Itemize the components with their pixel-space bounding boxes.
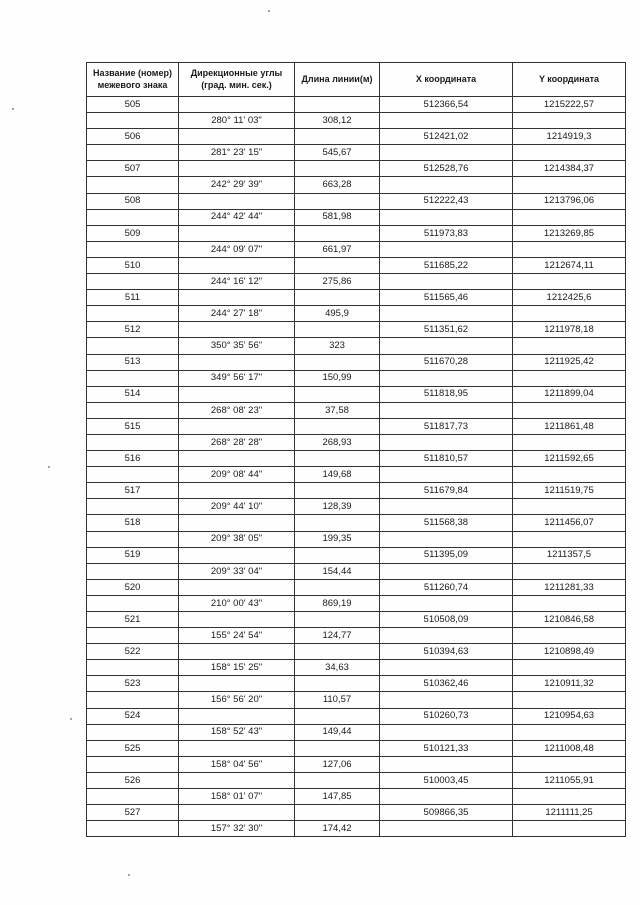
line-length-cell: 308,12 (295, 113, 380, 129)
point-row (87, 161, 626, 177)
empty-cell (87, 274, 179, 290)
line-length-cell: 124,77 (295, 628, 380, 644)
header-point-name: Название (номер) межевого знака (87, 63, 179, 97)
line-length-cell: 199,35 (295, 531, 380, 547)
y-coordinate-cell: 1215222,57 (513, 97, 626, 113)
point-name-cell: 511 (87, 290, 179, 306)
point-row (87, 193, 626, 209)
empty-cell (295, 547, 380, 563)
point-row (87, 386, 626, 402)
empty-cell (380, 692, 513, 708)
empty-cell (179, 257, 295, 273)
segment-row (87, 660, 626, 676)
point-row (87, 772, 626, 788)
empty-cell (179, 290, 295, 306)
line-length-cell: 149,44 (295, 724, 380, 740)
empty-cell (179, 547, 295, 563)
y-coordinate-cell: 1214919,3 (513, 129, 626, 145)
empty-cell (295, 97, 380, 113)
empty-cell (513, 306, 626, 322)
x-coordinate-cell: 510362,46 (380, 676, 513, 692)
y-coordinate-cell: 1211281,33 (513, 579, 626, 595)
empty-cell (179, 225, 295, 241)
x-coordinate-cell: 512366,54 (380, 97, 513, 113)
point-name-cell: 526 (87, 772, 179, 788)
empty-cell (179, 193, 295, 209)
empty-cell (179, 805, 295, 821)
empty-cell (87, 756, 179, 772)
segment-row (87, 628, 626, 644)
table-body (87, 97, 626, 837)
y-coordinate-cell: 1213796,06 (513, 193, 626, 209)
empty-cell (380, 177, 513, 193)
empty-cell (87, 660, 179, 676)
x-coordinate-cell: 512222,43 (380, 193, 513, 209)
y-coordinate-cell: 1211519,75 (513, 483, 626, 499)
empty-cell (87, 563, 179, 579)
y-coordinate-cell: 1211008,48 (513, 740, 626, 756)
segment-row (87, 724, 626, 740)
point-name-cell: 507 (87, 161, 179, 177)
empty-cell (380, 434, 513, 450)
table-header-row (87, 63, 626, 97)
direction-angle-cell: 156° 56' 20" (179, 692, 295, 708)
empty-cell (380, 113, 513, 129)
line-length-cell: 154,44 (295, 563, 380, 579)
direction-angle-cell: 244° 42' 44" (179, 209, 295, 225)
line-length-cell: 869,19 (295, 595, 380, 611)
direction-angle-cell: 157° 32' 30" (179, 821, 295, 837)
empty-cell (513, 595, 626, 611)
segment-row (87, 113, 626, 129)
y-coordinate-cell: 1210846,58 (513, 612, 626, 628)
empty-cell (295, 354, 380, 370)
line-length-cell: 663,28 (295, 177, 380, 193)
segment-row (87, 531, 626, 547)
point-name-cell: 520 (87, 579, 179, 595)
x-coordinate-cell: 511817,73 (380, 418, 513, 434)
point-name-cell: 512 (87, 322, 179, 338)
direction-angle-cell: 244° 16' 12" (179, 274, 295, 290)
x-coordinate-cell: 509866,35 (380, 805, 513, 821)
x-coordinate-cell: 510003,45 (380, 772, 513, 788)
empty-cell (513, 434, 626, 450)
empty-cell (179, 772, 295, 788)
y-coordinate-cell: 1210954,63 (513, 708, 626, 724)
x-coordinate-cell: 510508,09 (380, 612, 513, 628)
point-name-cell: 522 (87, 644, 179, 660)
point-name-cell: 517 (87, 483, 179, 499)
segment-row (87, 145, 626, 161)
direction-angle-cell: 158° 04' 56" (179, 756, 295, 772)
empty-cell (295, 225, 380, 241)
point-row (87, 97, 626, 113)
empty-cell (179, 740, 295, 756)
y-coordinate-cell: 1211111,25 (513, 805, 626, 821)
empty-cell (380, 789, 513, 805)
scan-speck (268, 10, 270, 12)
point-name-cell: 513 (87, 354, 179, 370)
line-length-cell: 150,99 (295, 370, 380, 386)
segment-row (87, 563, 626, 579)
direction-angle-cell: 158° 52' 43" (179, 724, 295, 740)
point-row (87, 644, 626, 660)
empty-cell (380, 209, 513, 225)
point-name-cell: 510 (87, 257, 179, 273)
empty-cell (380, 660, 513, 676)
point-row (87, 805, 626, 821)
segment-row (87, 499, 626, 515)
empty-cell (513, 563, 626, 579)
empty-cell (87, 724, 179, 740)
y-coordinate-cell: 1210911,32 (513, 676, 626, 692)
empty-cell (380, 499, 513, 515)
x-coordinate-cell: 511679,84 (380, 483, 513, 499)
y-coordinate-cell: 1211899,04 (513, 386, 626, 402)
point-row (87, 290, 626, 306)
header-x-coordinate: X координата (380, 63, 513, 97)
empty-cell (513, 821, 626, 837)
point-row (87, 451, 626, 467)
segment-row (87, 241, 626, 257)
empty-cell (380, 241, 513, 257)
empty-cell (87, 499, 179, 515)
empty-cell (295, 579, 380, 595)
line-length-cell: 174,42 (295, 821, 380, 837)
empty-cell (295, 676, 380, 692)
y-coordinate-cell: 1212425,6 (513, 290, 626, 306)
empty-cell (295, 257, 380, 273)
empty-cell (179, 451, 295, 467)
line-length-cell: 545,67 (295, 145, 380, 161)
y-coordinate-cell: 1214384,37 (513, 161, 626, 177)
empty-cell (179, 515, 295, 531)
segment-row (87, 434, 626, 450)
x-coordinate-cell: 510260,73 (380, 708, 513, 724)
segment-row (87, 402, 626, 418)
point-row (87, 547, 626, 563)
point-row (87, 740, 626, 756)
x-coordinate-cell: 511568,38 (380, 515, 513, 531)
segment-row (87, 177, 626, 193)
empty-cell (513, 531, 626, 547)
empty-cell (380, 628, 513, 644)
empty-cell (179, 579, 295, 595)
header-direction-angle: Дирекционные углы (град. мин. сек.) (179, 63, 295, 97)
line-length-cell: 127,06 (295, 756, 380, 772)
y-coordinate-cell: 1212674,11 (513, 257, 626, 273)
x-coordinate-cell: 511565,46 (380, 290, 513, 306)
empty-cell (513, 692, 626, 708)
empty-cell (380, 724, 513, 740)
empty-cell (513, 209, 626, 225)
empty-cell (295, 451, 380, 467)
direction-angle-cell: 280° 11' 03" (179, 113, 295, 129)
line-length-cell: 149,68 (295, 467, 380, 483)
empty-cell (380, 306, 513, 322)
empty-cell (513, 499, 626, 515)
line-length-cell: 37,58 (295, 402, 380, 418)
empty-cell (295, 483, 380, 499)
y-coordinate-cell: 1211592,65 (513, 451, 626, 467)
empty-cell (179, 418, 295, 434)
empty-cell (380, 370, 513, 386)
x-coordinate-cell: 511395,09 (380, 547, 513, 563)
y-coordinate-cell: 1211055,91 (513, 772, 626, 788)
point-name-cell: 514 (87, 386, 179, 402)
empty-cell (513, 402, 626, 418)
point-name-cell: 506 (87, 129, 179, 145)
segment-row (87, 789, 626, 805)
empty-cell (295, 418, 380, 434)
empty-cell (179, 129, 295, 145)
point-name-cell: 525 (87, 740, 179, 756)
point-row (87, 354, 626, 370)
empty-cell (87, 467, 179, 483)
y-coordinate-cell: 1211978,18 (513, 322, 626, 338)
empty-cell (87, 402, 179, 418)
x-coordinate-cell: 510394,63 (380, 644, 513, 660)
empty-cell (87, 370, 179, 386)
line-length-cell: 275,86 (295, 274, 380, 290)
empty-cell (87, 177, 179, 193)
empty-cell (179, 644, 295, 660)
empty-cell (87, 241, 179, 257)
empty-cell (295, 290, 380, 306)
empty-cell (513, 274, 626, 290)
empty-cell (179, 386, 295, 402)
y-coordinate-cell: 1211357,5 (513, 547, 626, 563)
empty-cell (179, 161, 295, 177)
point-name-cell: 527 (87, 805, 179, 821)
empty-cell (513, 628, 626, 644)
empty-cell (295, 644, 380, 660)
point-name-cell: 516 (87, 451, 179, 467)
point-name-cell: 505 (87, 97, 179, 113)
x-coordinate-cell: 511670,28 (380, 354, 513, 370)
direction-angle-cell: 268° 28' 28" (179, 434, 295, 450)
empty-cell (295, 772, 380, 788)
empty-cell (87, 145, 179, 161)
point-row (87, 225, 626, 241)
empty-cell (295, 515, 380, 531)
scan-speck (128, 874, 130, 876)
point-row (87, 322, 626, 338)
point-row (87, 579, 626, 595)
empty-cell (295, 805, 380, 821)
x-coordinate-cell: 511810,57 (380, 451, 513, 467)
empty-cell (380, 595, 513, 611)
line-length-cell: 128,39 (295, 499, 380, 515)
header-y-coordinate: Y координата (513, 63, 626, 97)
empty-cell (513, 145, 626, 161)
x-coordinate-cell: 510121,33 (380, 740, 513, 756)
segment-row (87, 595, 626, 611)
empty-cell (380, 756, 513, 772)
empty-cell (87, 306, 179, 322)
direction-angle-cell: 244° 09' 07" (179, 241, 295, 257)
empty-cell (87, 821, 179, 837)
point-row (87, 257, 626, 273)
line-length-cell: 581,98 (295, 209, 380, 225)
empty-cell (179, 612, 295, 628)
empty-cell (87, 113, 179, 129)
direction-angle-cell: 158° 15' 25" (179, 660, 295, 676)
empty-cell (513, 660, 626, 676)
line-length-cell: 147,85 (295, 789, 380, 805)
segment-row (87, 370, 626, 386)
direction-angle-cell: 244° 27' 18" (179, 306, 295, 322)
point-name-cell: 518 (87, 515, 179, 531)
empty-cell (380, 467, 513, 483)
empty-cell (380, 145, 513, 161)
empty-cell (179, 708, 295, 724)
empty-cell (380, 531, 513, 547)
header-line-length: Длина линии(м) (295, 63, 380, 97)
direction-angle-cell: 281° 23' 15" (179, 145, 295, 161)
y-coordinate-cell: 1211925,42 (513, 354, 626, 370)
line-length-cell: 110,57 (295, 692, 380, 708)
point-name-cell: 509 (87, 225, 179, 241)
coordinates-table (86, 62, 626, 837)
y-coordinate-cell: 1213269,85 (513, 225, 626, 241)
direction-angle-cell: 268° 08' 23" (179, 402, 295, 418)
point-name-cell: 515 (87, 418, 179, 434)
y-coordinate-cell: 1210898,49 (513, 644, 626, 660)
point-row (87, 418, 626, 434)
empty-cell (380, 563, 513, 579)
empty-cell (179, 322, 295, 338)
empty-cell (380, 402, 513, 418)
empty-cell (295, 193, 380, 209)
x-coordinate-cell: 512528,76 (380, 161, 513, 177)
direction-angle-cell: 210° 00' 43" (179, 595, 295, 611)
empty-cell (87, 692, 179, 708)
direction-angle-cell: 158° 01' 07" (179, 789, 295, 805)
segment-row (87, 209, 626, 225)
line-length-cell: 495,9 (295, 306, 380, 322)
empty-cell (295, 129, 380, 145)
empty-cell (295, 612, 380, 628)
direction-angle-cell: 209° 44' 10" (179, 499, 295, 515)
direction-angle-cell: 242° 29' 39" (179, 177, 295, 193)
empty-cell (380, 821, 513, 837)
empty-cell (87, 628, 179, 644)
segment-row (87, 756, 626, 772)
empty-cell (87, 595, 179, 611)
empty-cell (295, 740, 380, 756)
empty-cell (513, 756, 626, 772)
empty-cell (513, 467, 626, 483)
line-length-cell: 268,93 (295, 434, 380, 450)
line-length-cell: 661,97 (295, 241, 380, 257)
point-row (87, 676, 626, 692)
empty-cell (295, 322, 380, 338)
empty-cell (513, 338, 626, 354)
empty-cell (179, 354, 295, 370)
point-name-cell: 519 (87, 547, 179, 563)
point-name-cell: 508 (87, 193, 179, 209)
segment-row (87, 692, 626, 708)
empty-cell (87, 434, 179, 450)
empty-cell (295, 386, 380, 402)
direction-angle-cell: 350° 35' 56" (179, 338, 295, 354)
point-name-cell: 524 (87, 708, 179, 724)
empty-cell (513, 241, 626, 257)
segment-row (87, 821, 626, 837)
direction-angle-cell: 349° 56' 17" (179, 370, 295, 386)
empty-cell (380, 338, 513, 354)
empty-cell (295, 708, 380, 724)
empty-cell (87, 531, 179, 547)
x-coordinate-cell: 511351,62 (380, 322, 513, 338)
empty-cell (87, 209, 179, 225)
segment-row (87, 306, 626, 322)
empty-cell (295, 161, 380, 177)
x-coordinate-cell: 512421,02 (380, 129, 513, 145)
point-row (87, 483, 626, 499)
point-row (87, 129, 626, 145)
empty-cell (179, 483, 295, 499)
x-coordinate-cell: 511260,74 (380, 579, 513, 595)
segment-row (87, 274, 626, 290)
y-coordinate-cell: 1211861,48 (513, 418, 626, 434)
empty-cell (179, 97, 295, 113)
point-name-cell: 521 (87, 612, 179, 628)
scan-speck (70, 718, 72, 720)
empty-cell (179, 676, 295, 692)
direction-angle-cell: 209° 33' 04" (179, 563, 295, 579)
y-coordinate-cell: 1211456,07 (513, 515, 626, 531)
direction-angle-cell: 209° 38' 05" (179, 531, 295, 547)
scan-speck (48, 466, 50, 468)
point-row (87, 515, 626, 531)
scan-speck (12, 108, 14, 110)
x-coordinate-cell: 511685,22 (380, 257, 513, 273)
point-row (87, 708, 626, 724)
empty-cell (87, 338, 179, 354)
segment-row (87, 467, 626, 483)
line-length-cell: 323 (295, 338, 380, 354)
empty-cell (87, 789, 179, 805)
line-length-cell: 34,63 (295, 660, 380, 676)
point-name-cell: 523 (87, 676, 179, 692)
x-coordinate-cell: 511973,83 (380, 225, 513, 241)
empty-cell (513, 789, 626, 805)
empty-cell (513, 177, 626, 193)
direction-angle-cell: 209° 08' 44" (179, 467, 295, 483)
segment-row (87, 338, 626, 354)
empty-cell (513, 370, 626, 386)
empty-cell (513, 724, 626, 740)
point-row (87, 612, 626, 628)
direction-angle-cell: 155° 24' 54" (179, 628, 295, 644)
x-coordinate-cell: 511818,95 (380, 386, 513, 402)
empty-cell (380, 274, 513, 290)
empty-cell (513, 113, 626, 129)
